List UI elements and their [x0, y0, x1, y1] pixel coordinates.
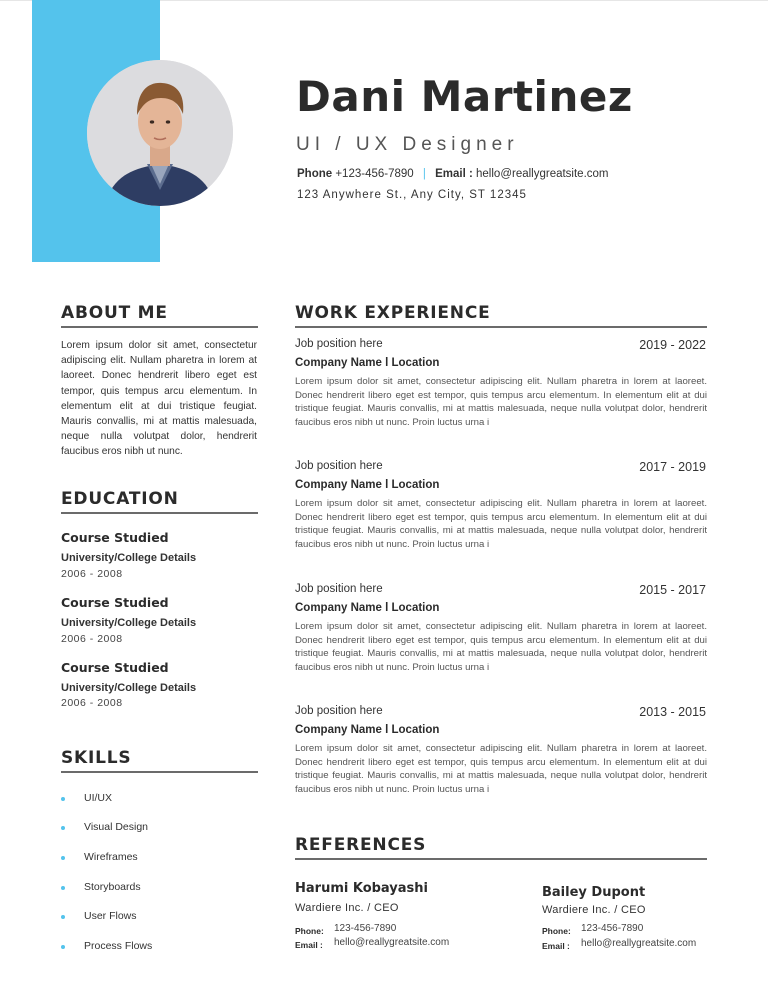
education-years: 2006 - 2008 — [61, 633, 123, 645]
course-name: Course Studied — [61, 660, 169, 675]
job-description: Lorem ipsum dolor sit amet, consectetur adipiscing elit. Nullam pharetra in lorem at laoreet. Donec hendrerit libero eget est tempor, quis tempus arcu elementum. In elementum elit at dui tristique feugiat. Mauris convallis, mi at mattis malesuada, neque nulla volutpat dolor, hendrerit faucibus eros nibh ut nunc. Proin luctus urna i — [295, 621, 707, 674]
job-description: Lorem ipsum dolor sit amet, consectetur adipiscing elit. Nullam pharetra in lorem at laoreet. Donec hendrerit libero eget est tempor, quis tempus arcu elementum. In elementum elit at dui tristique feugiat. Mauris convallis, mi at mattis malesuada, neque nulla volutpat dolor, hendrerit faucibus eros nibh ut nunc. Proin luctus urna i — [295, 743, 707, 796]
candidate-role: UI / UX Designer — [296, 134, 519, 155]
course-name: Course Studied — [61, 530, 169, 545]
job-description: Lorem ipsum dolor sit amet, consectetur adipiscing elit. Nullam pharetra in lorem at laoreet. Donec hendrerit libero eget est tempor, quis tempus arcu elementum. In elementum elit at dui tristique feugiat. Mauris convallis, mi at mattis malesuada, neque nulla volutpat dolor, hendrerit faucibus eros nibh ut nunc. Proin luctus urna i — [295, 376, 707, 429]
course-name: Course Studied — [61, 595, 169, 610]
experience-rule — [295, 326, 707, 328]
job-company: Company Name l Location — [295, 602, 440, 614]
school-details: University/College Details — [61, 682, 197, 694]
references-title: REFERENCES — [295, 835, 427, 855]
job-years: 2013 - 2015 — [639, 705, 706, 719]
reference-phone-label: Phone: — [542, 926, 571, 936]
reference-email: hello@reallygreatsite.com — [581, 938, 697, 949]
profile-photo — [87, 60, 233, 206]
job-position: Job position here — [295, 460, 383, 472]
reference-email-label: Email : — [295, 940, 323, 950]
job-position: Job position here — [295, 583, 383, 595]
skill-item: UI/UX — [84, 792, 113, 804]
education-years: 2006 - 2008 — [61, 697, 123, 709]
reference-phone-label: Phone: — [295, 926, 324, 936]
job-company: Company Name l Location — [295, 357, 440, 369]
education-title: EDUCATION — [61, 489, 179, 509]
job-position: Job position here — [295, 705, 383, 717]
job-years: 2017 - 2019 — [639, 460, 706, 474]
about-rule — [61, 326, 258, 328]
skill-item: Visual Design — [84, 821, 149, 833]
job-company: Company Name l Location — [295, 724, 440, 736]
experience-title: WORK EXPERIENCE — [295, 303, 491, 323]
reference-title: Wardiere Inc. / CEO — [542, 904, 646, 916]
skills-title: SKILLS — [61, 748, 132, 768]
skill-item: Process Flows — [84, 940, 153, 952]
reference-name: Bailey Dupont — [542, 885, 646, 900]
school-details: University/College Details — [61, 617, 197, 629]
education-years: 2006 - 2008 — [61, 568, 123, 580]
portrait-illustration — [87, 60, 233, 206]
reference-name: Harumi Kobayashi — [295, 881, 428, 896]
bullet-icon — [61, 826, 65, 830]
skill-item: Wireframes — [84, 851, 138, 863]
reference-email-label: Email : — [542, 941, 570, 951]
email-value: hello@reallygreatsite.com — [476, 168, 609, 180]
reference-title: Wardiere Inc. / CEO — [295, 902, 399, 914]
job-company: Company Name l Location — [295, 479, 440, 491]
phone-value: +123-456-7890 — [335, 168, 414, 180]
phone-label: Phone — [297, 168, 333, 180]
email-label: Email : — [435, 168, 473, 180]
education-rule — [61, 512, 258, 514]
references-rule — [295, 858, 707, 860]
job-description: Lorem ipsum dolor sit amet, consectetur adipiscing elit. Nullam pharetra in lorem at laoreet. Donec hendrerit libero eget est tempor, quis tempus arcu elementum. In elementum elit at dui tristique feugiat. Mauris convallis, mi at mattis malesuada, neque nulla volutpat dolor, hendrerit faucibus eros nibh ut nunc. Proin luctus urna i — [295, 498, 707, 551]
candidate-name: Dani Martinez — [296, 72, 633, 121]
contact-separator: | — [422, 168, 426, 180]
reference-email: hello@reallygreatsite.com — [334, 937, 450, 948]
skills-rule — [61, 771, 258, 773]
job-years: 2019 - 2022 — [639, 338, 706, 352]
reference-phone: 123-456-7890 — [334, 923, 397, 934]
job-position: Job position here — [295, 338, 383, 350]
bullet-icon — [61, 797, 65, 801]
bullet-icon — [61, 886, 65, 890]
reference-phone: 123-456-7890 — [581, 923, 644, 934]
school-details: University/College Details — [61, 552, 197, 564]
about-title: ABOUT ME — [61, 303, 168, 323]
job-years: 2015 - 2017 — [639, 583, 706, 597]
bullet-icon — [61, 915, 65, 919]
bullet-icon — [61, 856, 65, 860]
about-text: Lorem ipsum dolor sit amet, consectetur adipiscing elit. Nullam pharetra in lorem at laoreet. Donec hendrerit libero eget est tempor, quis tempus arcu elementum. In elementum elit at dui tristique feugiat. Mauris convallis, mi at mattis malesuada, neque nulla volutpat dolor, hendrerit faucibus eros nibh ut nunc. — [61, 340, 257, 458]
skill-item: Storyboards — [84, 881, 141, 893]
bullet-icon — [61, 945, 65, 949]
address: 123 Anywhere St., Any City, ST 12345 — [297, 189, 527, 201]
skill-item: User Flows — [84, 910, 137, 922]
contact-line — [297, 168, 609, 180]
